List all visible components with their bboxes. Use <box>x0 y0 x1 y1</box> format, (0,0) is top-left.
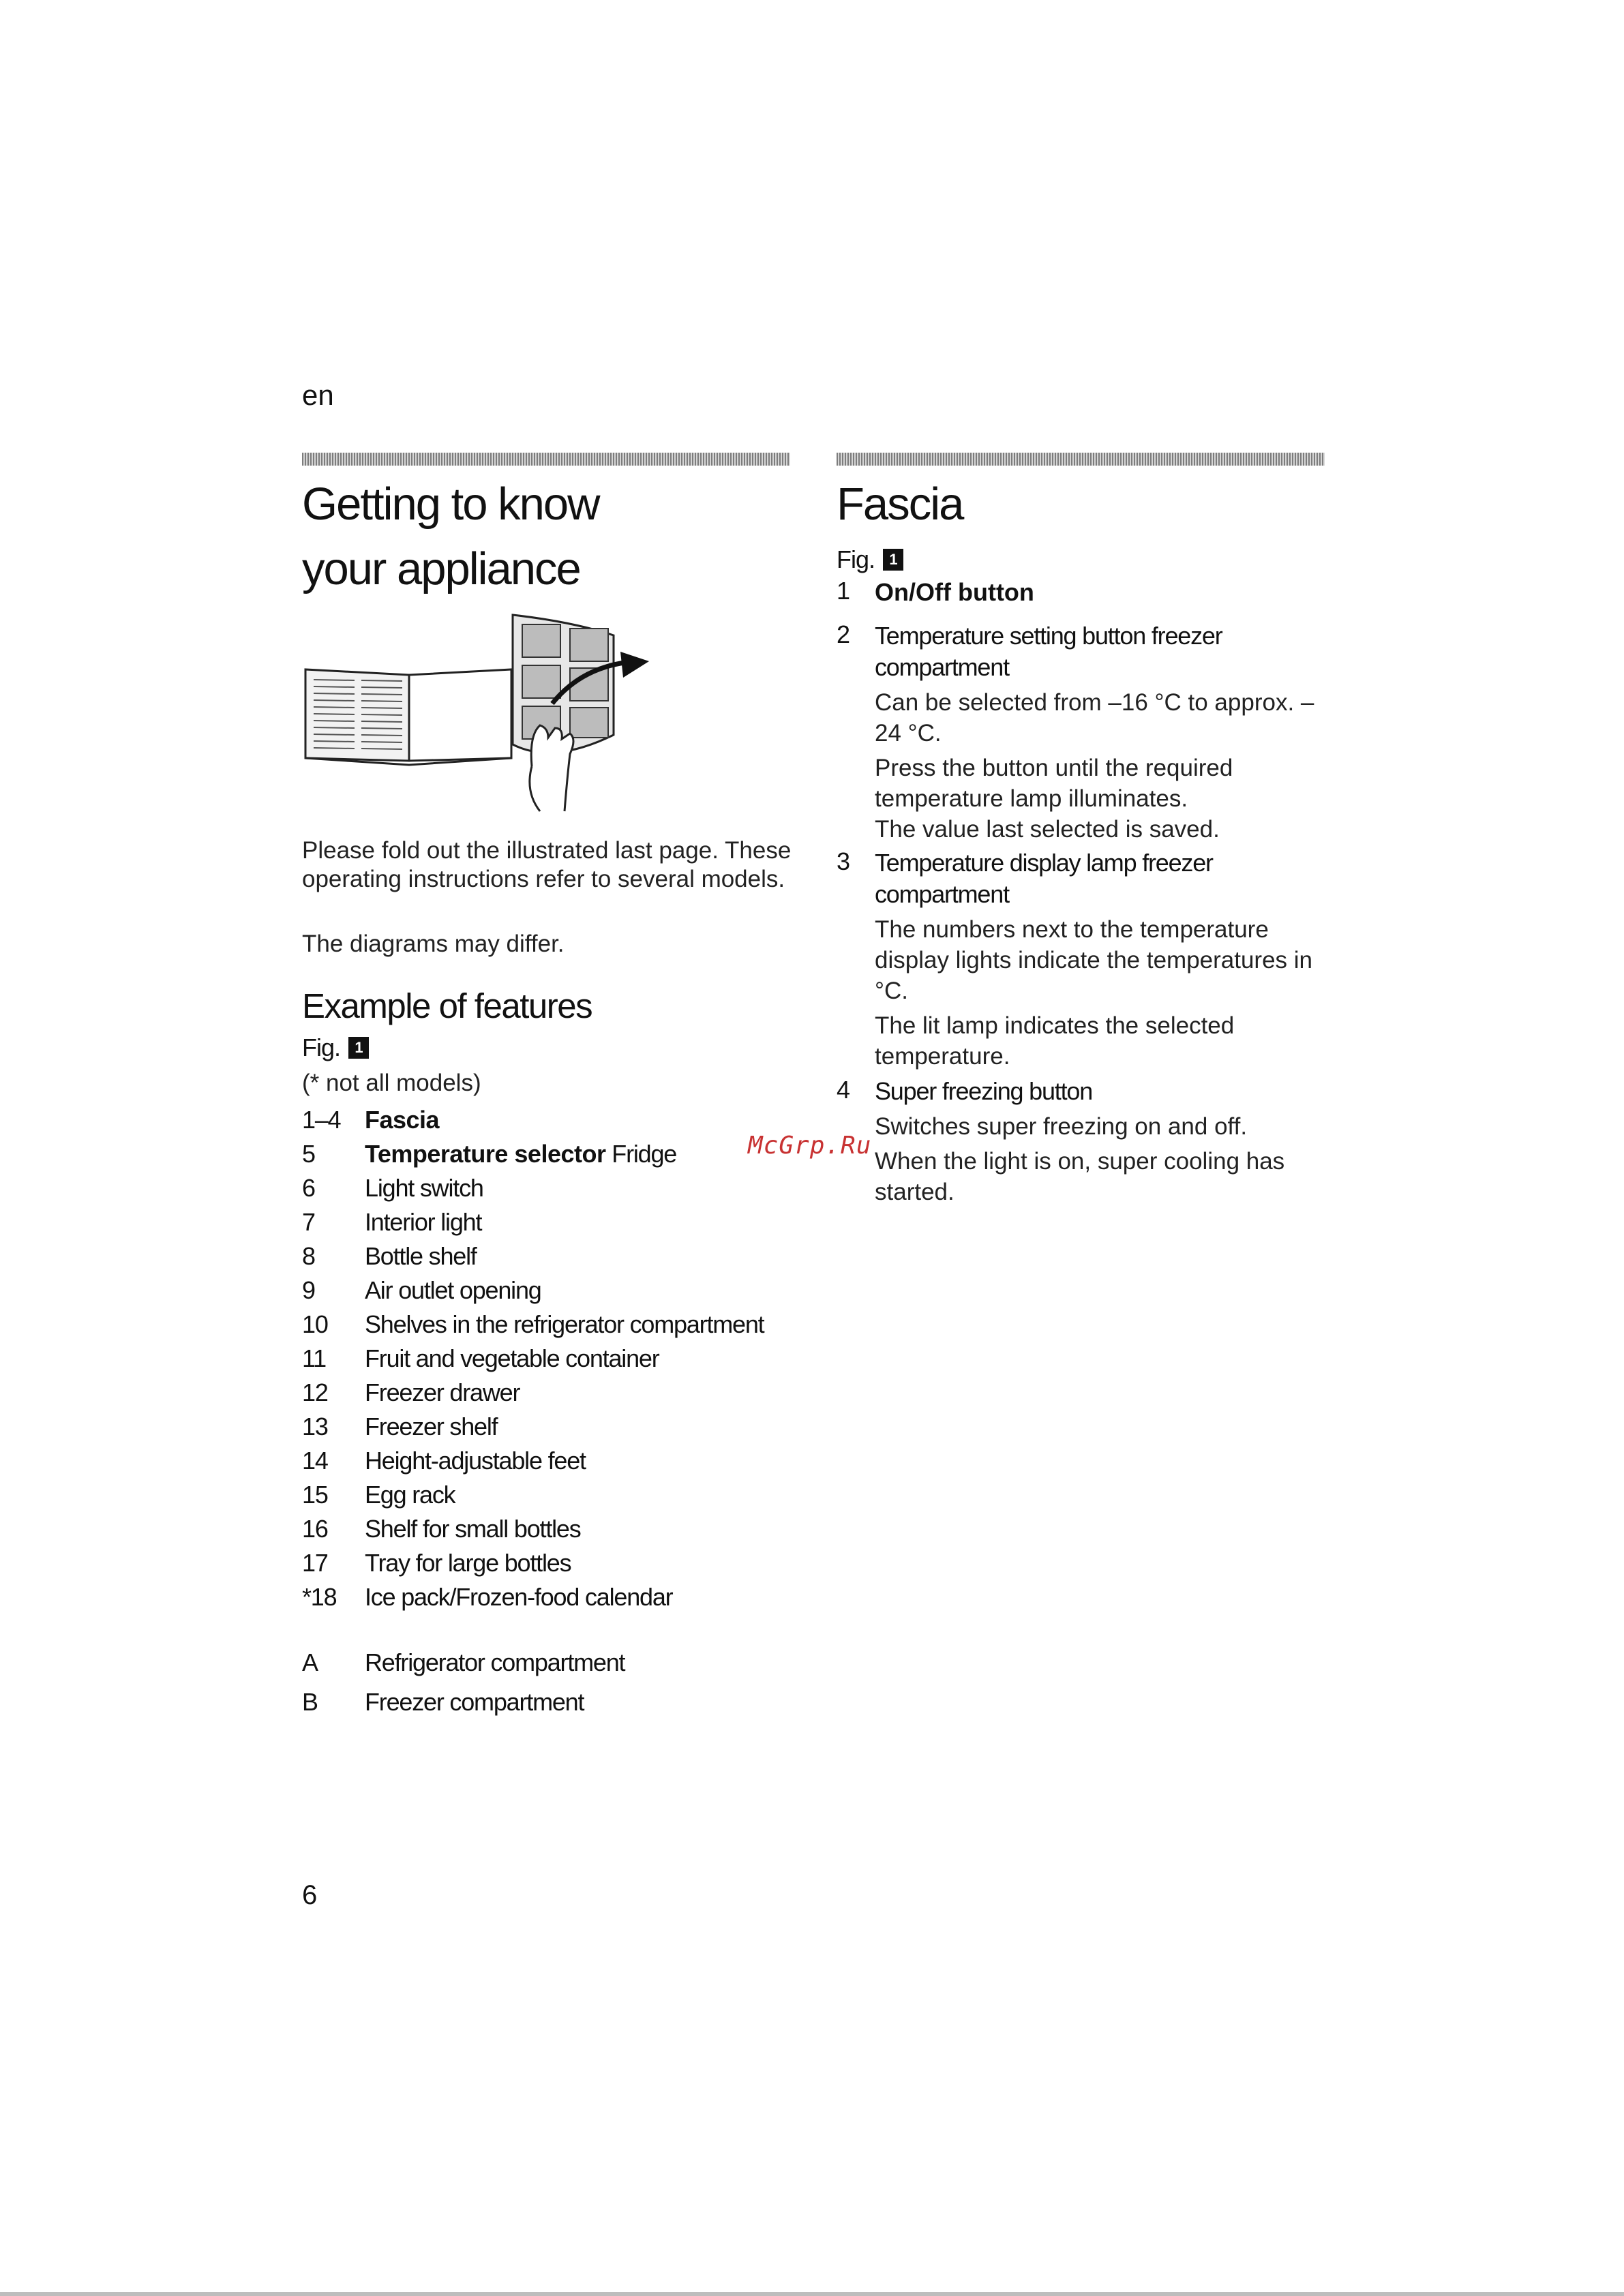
intro-paragraph: Please fold out the illustrated last page. These operating instructions refer to several models. <box>302 837 792 892</box>
section-title-fascia: Fascia <box>837 479 963 530</box>
item-number: 3 <box>837 847 851 875</box>
item-label-bold: Fascia <box>365 1106 440 1134</box>
item-text: Can be selected from –16 °C to approx. –24 °C. <box>875 689 1314 746</box>
example-features-heading: Example of features <box>302 986 592 1025</box>
item-text: Switches super freezing on and off. <box>875 1113 1248 1140</box>
item-label: Bottle shelf <box>365 1242 477 1270</box>
list-item <box>302 1171 807 1205</box>
item-number: 1 <box>837 577 851 605</box>
item-letter: B <box>302 1688 318 1716</box>
list-item <box>302 1546 807 1580</box>
item-number: 7 <box>302 1208 315 1236</box>
list-item <box>302 1478 807 1512</box>
section-title-getting-to-know <box>302 481 790 611</box>
list-item <box>302 1205 807 1239</box>
item-number: 8 <box>302 1242 315 1270</box>
item-label: Height-adjustable feet <box>365 1447 586 1475</box>
item-label: Light switch <box>365 1174 483 1202</box>
item-number: 16 <box>302 1515 328 1543</box>
compartments-list <box>302 1643 625 1722</box>
list-item <box>302 1103 807 1137</box>
item-label: Fridge <box>605 1140 677 1168</box>
figure-reference <box>302 1033 369 1062</box>
page-bottom-border <box>0 2292 1624 2296</box>
list-item <box>302 1308 807 1342</box>
item-number: 5 <box>302 1140 315 1168</box>
list-item <box>302 1410 807 1444</box>
item-label: Freezer shelf <box>365 1413 498 1440</box>
section-rule-left <box>302 453 790 466</box>
list-item <box>302 1682 625 1722</box>
item-text: The numbers next to the temperature display lights indicate the temperatures in °C. <box>875 916 1313 1004</box>
item-label: Refrigerator compartment <box>365 1648 625 1676</box>
item-text: When the light is on, super cooling has started. <box>875 1148 1285 1205</box>
features-list <box>302 1103 807 1614</box>
item-label: Fruit and vegetable container <box>365 1344 659 1372</box>
list-item <box>302 1342 807 1376</box>
item-label: Freezer compartment <box>365 1688 584 1716</box>
fascia-item <box>837 577 1325 608</box>
item-number: 10 <box>302 1310 328 1338</box>
item-title: Super freezing button <box>875 1077 1093 1105</box>
list-item <box>302 1643 625 1682</box>
item-label: Shelf for small bottles <box>365 1515 581 1543</box>
item-letter: A <box>302 1648 318 1676</box>
item-label: Egg rack <box>365 1481 455 1509</box>
section-rule-right <box>837 453 1325 466</box>
fig-label: Fig. <box>302 1033 341 1061</box>
item-number: 2 <box>837 620 851 648</box>
title-line: your appliance <box>302 543 580 594</box>
fig-number-badge: 1 <box>348 1037 369 1059</box>
item-label: Interior light <box>365 1208 482 1236</box>
item-number: 11 <box>302 1344 326 1372</box>
item-label: Ice pack/Frozen-food calendar <box>365 1583 673 1611</box>
watermark-link[interactable]: McGrp.Ru <box>748 1132 872 1160</box>
item-label-bold: Temperature selector <box>365 1140 606 1168</box>
item-number: 1–4 <box>302 1106 341 1134</box>
item-text: Press the button until the required temperature lamp illuminates. The value last selected is saved. <box>875 755 1233 843</box>
item-title: Temperature display lamp freezer compartment <box>875 849 1213 908</box>
fig-number-badge: 1 <box>883 549 903 571</box>
item-number: 12 <box>302 1378 328 1406</box>
diagram-note-paragraph: The diagrams may differ. <box>302 931 565 957</box>
item-label: Freezer drawer <box>365 1378 520 1406</box>
fascia-item <box>837 847 1325 1072</box>
item-number: 6 <box>302 1174 315 1202</box>
item-number: 9 <box>302 1276 315 1304</box>
list-item <box>302 1444 807 1478</box>
item-text: The lit lamp indicates the selected temperature. <box>875 1012 1235 1070</box>
figure-reference <box>837 545 903 574</box>
item-number: 4 <box>837 1076 851 1104</box>
list-item <box>302 1273 807 1308</box>
fascia-item <box>837 1076 1325 1207</box>
models-note: (* not all models) <box>302 1070 481 1096</box>
title-line: Getting to know <box>302 479 599 530</box>
fascia-items <box>837 577 1325 1207</box>
item-title: On/Off button <box>875 578 1034 606</box>
fascia-item <box>837 620 1325 845</box>
list-item <box>302 1512 807 1546</box>
item-number: 13 <box>302 1413 328 1440</box>
list-item <box>302 1239 807 1273</box>
item-label: Shelves in the refrigerator compartment <box>365 1310 764 1338</box>
list-item <box>302 1580 807 1614</box>
item-label: Tray for large bottles <box>365 1549 571 1577</box>
fig-label: Fig. <box>837 545 875 573</box>
item-number: 15 <box>302 1481 328 1509</box>
list-item <box>302 1137 807 1171</box>
fold-out-page-illustration <box>300 594 655 819</box>
list-item <box>302 1376 807 1410</box>
language-code: en <box>302 379 334 411</box>
item-number: *18 <box>302 1583 337 1611</box>
item-number: 17 <box>302 1549 328 1577</box>
item-title: Temperature setting button freezer compartment <box>875 622 1222 681</box>
item-number: 14 <box>302 1447 328 1475</box>
page-number: 6 <box>302 1880 318 1910</box>
item-label: Air outlet opening <box>365 1276 541 1304</box>
